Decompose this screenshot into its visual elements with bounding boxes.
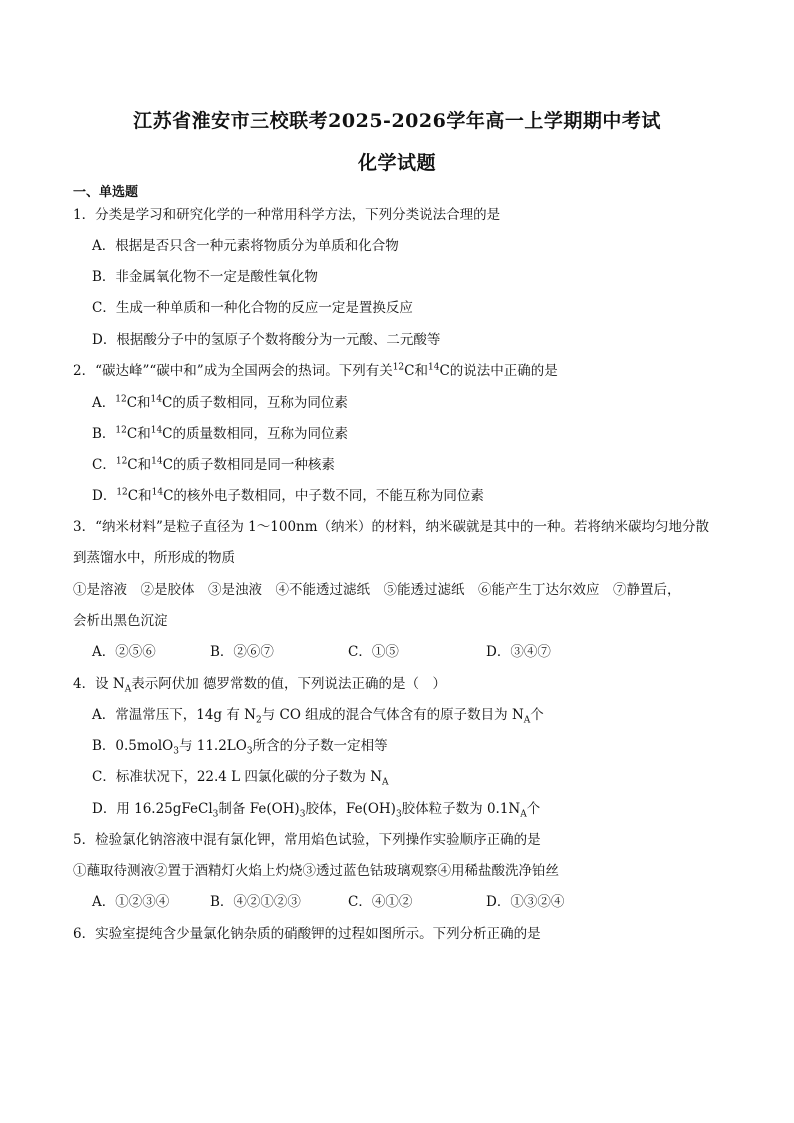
question-1-option-d: D．根据酸分子中的氢原子个数将酸分为一元酸、二元酸等: [92, 332, 441, 348]
question-2-option-d: D．$^{12}$C和$^{14}$C的核外电子数相同，中子数不同，不能互称为同位素: [92, 487, 484, 504]
question-2-option-c: C．$^{12}$C和$^{14}$C的质子数相同是同一种核素: [92, 456, 335, 473]
question-5-option-c: C．④①②: [348, 894, 413, 910]
exam-subtitle: 化学试题: [357, 152, 436, 174]
question-4-option-b: B．0.5molO$_3$与 $11.2LO_3$所含的分子数一定相等: [92, 738, 388, 757]
question-3-stem-line1: 3．“纳米材料”是粒子直径为 1～100nm（纳米）的材料，纳米碳就是其中的一种。若将纳米碳均匀地分散: [73, 519, 710, 535]
question-2-stem: 2．“碳达峰”“碳中和”成为全国两会的热词。下列有关$^{12}$C和$^{14}$C的说法中正确的是: [73, 362, 558, 379]
question-4-stem: 4．设 $N_A$表示阿伏加 德罗常数的值，下列说法正确的是（ ）: [73, 676, 446, 695]
question-4-option-c: C．标准状况下，22.4 L 四氯化碳的分子数为 $N_A$: [92, 769, 389, 788]
question-1-option-b: B．非金属氧化物不一定是酸性氧化物: [92, 269, 318, 285]
question-4-option-a: A．常温常压下，14g 有 $N_2$与 CO 组成的混合气体含有的原子数目为 $N_A$个: [92, 707, 544, 726]
question-3-statements-cont: 会析出黑色沉淀: [73, 613, 168, 629]
question-2-option-b: B．$^{12}$C和$^{14}$C的质量数相同，互称为同位素: [92, 425, 349, 442]
question-5-option-a: A．①②③④: [92, 894, 170, 910]
question-3-statements: ①是溶液 ②是胶体 ③是浊液 ④不能透过滤纸 ⑤能透过滤纸 ⑥能产生丁达尔效应 ⑦静置后，: [73, 582, 681, 598]
question-5-steps: ①蘸取待测液②置于酒精灯火焰上灼烧③透过蓝色钴玻璃观察④用稀盐酸洗净铂丝: [73, 863, 559, 879]
exam-title: 江苏省淮安市三校联考2025-2026学年高一上学期期中考试: [133, 110, 661, 132]
question-3-option-a: A．②⑤⑥: [92, 644, 156, 660]
question-5-option-d: D．①③②④: [486, 894, 565, 910]
section-heading: 一、单选题: [73, 185, 139, 200]
question-1-stem: 1．分类是学习和研究化学的一种常用科学方法，下列分类说法合理的是: [73, 207, 501, 223]
question-2-option-a: A．$^{12}$C和$^{14}$C的质子数相同，互称为同位素: [92, 394, 348, 411]
question-3-stem-line2: 到蒸馏水中，所形成的物质: [73, 550, 235, 566]
question-5-stem: 5．检验氯化钠溶液中混有氯化钾，常用焰色试验，下列操作实验顺序正确的是: [73, 832, 541, 848]
question-5-option-b: B．④②①②③: [210, 894, 301, 910]
question-3-option-c: C．①⑤: [348, 644, 399, 660]
question-3-option-b: B．②⑥⑦: [210, 644, 274, 660]
question-6-stem: 6．实验室提纯含少量氯化钠杂质的硝酸钾的过程如图所示。下列分析正确的是: [73, 926, 541, 942]
question-3-option-d: D．③④⑦: [486, 644, 551, 660]
question-1-option-c: C．生成一种单质和一种化合物的反应一定是置换反应: [92, 300, 413, 316]
question-4-option-d: D．用 16.25gFeCl$_3$制备 $Fe(OH)_3$胶体，$Fe(OH)_3$胶体粒子数为 $0.1N_A$个: [92, 801, 541, 820]
question-1-option-a: A．根据是否只含一种元素将物质分为单质和化合物: [92, 238, 399, 254]
